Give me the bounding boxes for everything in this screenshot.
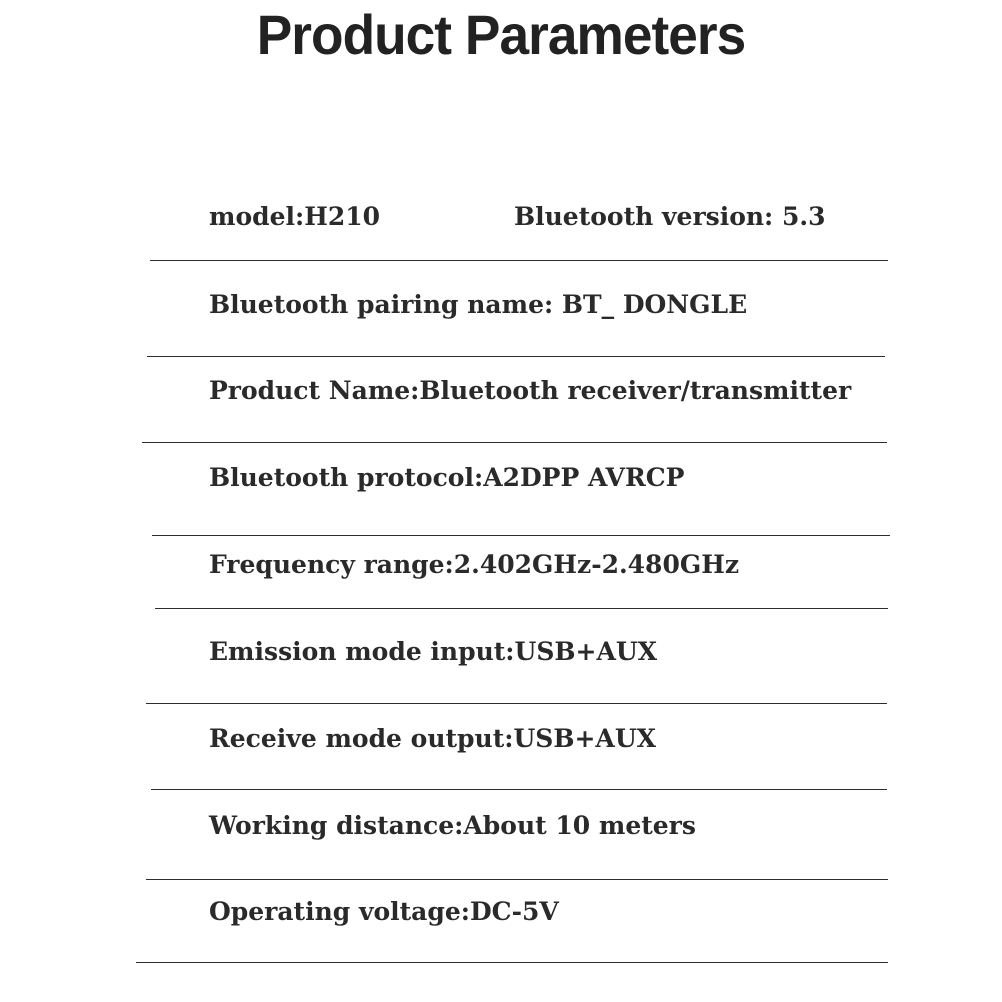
divider: [146, 879, 888, 880]
divider: [147, 356, 885, 357]
spec-operating-voltage: Operating voltage:DC-5V: [209, 897, 559, 926]
spec-frequency-range: Frequency range:2.402GHz-2.480GHz: [209, 550, 740, 579]
divider: [150, 260, 888, 261]
spec-model: model:H210: [209, 202, 381, 231]
spec-pairing-name: Bluetooth pairing name: BT_ DONGLE: [209, 290, 748, 319]
page-title: Product Parameters: [256, 3, 746, 66]
spec-bluetooth-protocol: Bluetooth protocol:A2DPP AVRCP: [209, 463, 685, 492]
spec-emission-input: Emission mode input:USB+AUX: [209, 637, 658, 666]
spec-receive-output: Receive mode output:USB+AUX: [209, 724, 657, 753]
divider: [136, 962, 888, 963]
divider: [146, 703, 887, 704]
divider: [142, 442, 887, 443]
divider: [152, 535, 890, 536]
spec-bluetooth-version: Bluetooth version: 5.3: [514, 202, 826, 231]
divider: [151, 789, 887, 790]
spec-working-distance: Working distance:About 10 meters: [209, 811, 696, 840]
spec-product-name: Product Name:Bluetooth receiver/transmitter: [209, 376, 852, 405]
divider: [155, 608, 888, 609]
